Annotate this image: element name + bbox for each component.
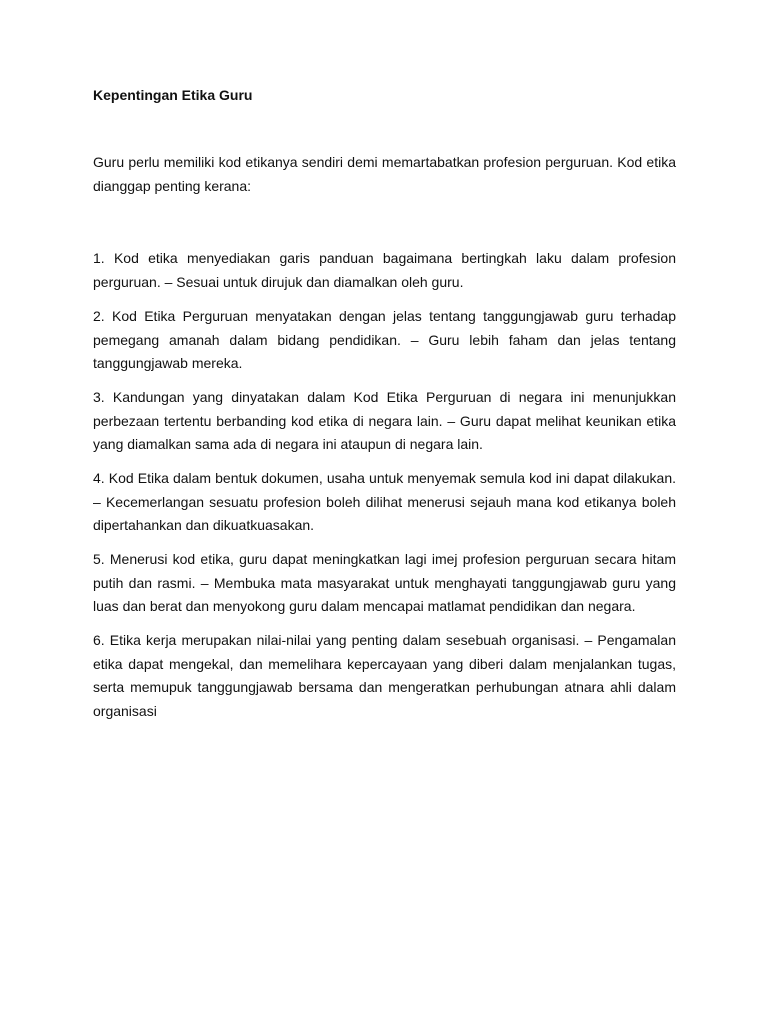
point-2-paragraph: 2. Kod Etika Perguruan menyatakan dengan jelas tentang tanggungjawab guru terhadap pemegang amanah dalam bidang pendidikan. – Guru lebih faham dan jelas tentang tanggungjawab mereka. xyxy=(93,308,676,371)
point-5-paragraph: 5. Menerusi kod etika, guru dapat meningkatkan lagi imej profesion perguruan secara hitam putih dan rasmi. – Membuka mata masyarakat untuk menghayati tanggungjawab guru yang luas dan berat dan menyokong guru dalam mencapai matlamat pendidikan dan negara. xyxy=(93,551,676,614)
point-4-paragraph: 4. Kod Etika dalam bentuk dokumen, usaha untuk menyemak semula kod ini dapat dilakukan. – Kecemerlangan sesuatu profesion boleh dilihat menerusi sejauh mana kod etikanya boleh dipertahankan dan dikuatkuasakan. xyxy=(93,470,676,533)
intro-paragraph: Guru perlu memiliki kod etikanya sendiri demi memartabatkan profesion perguruan. Kod etika dianggap penting kerana: xyxy=(93,154,676,194)
point-6-paragraph: 6. Etika kerja merupakan nilai-nilai yang penting dalam sesebuah organisasi. – Pengamalan etika dapat mengekal, dan memelihara kepercayaan yang diberi dalam menjalankan tugas, serta memupuk tanggungjawab bersama dan mengeratkan perhubungan atnara ahli dalam organisasi xyxy=(93,632,676,719)
document-title: Kepentingan Etika Guru xyxy=(93,87,253,103)
point-1-paragraph: 1. Kod etika menyediakan garis panduan bagaimana bertingkah laku dalam profesion perguruan. – Sesuai untuk dirujuk dan diamalkan oleh guru. xyxy=(93,250,676,290)
point-3-paragraph: 3. Kandungan yang dinyatakan dalam Kod Etika Perguruan di negara ini menunjukkan perbezaan tertentu berbanding kod etika di negara lain. – Guru dapat melihat keunikan etika yang diamalkan sama ada di negara ini ataupun di negara lain. xyxy=(93,389,676,452)
